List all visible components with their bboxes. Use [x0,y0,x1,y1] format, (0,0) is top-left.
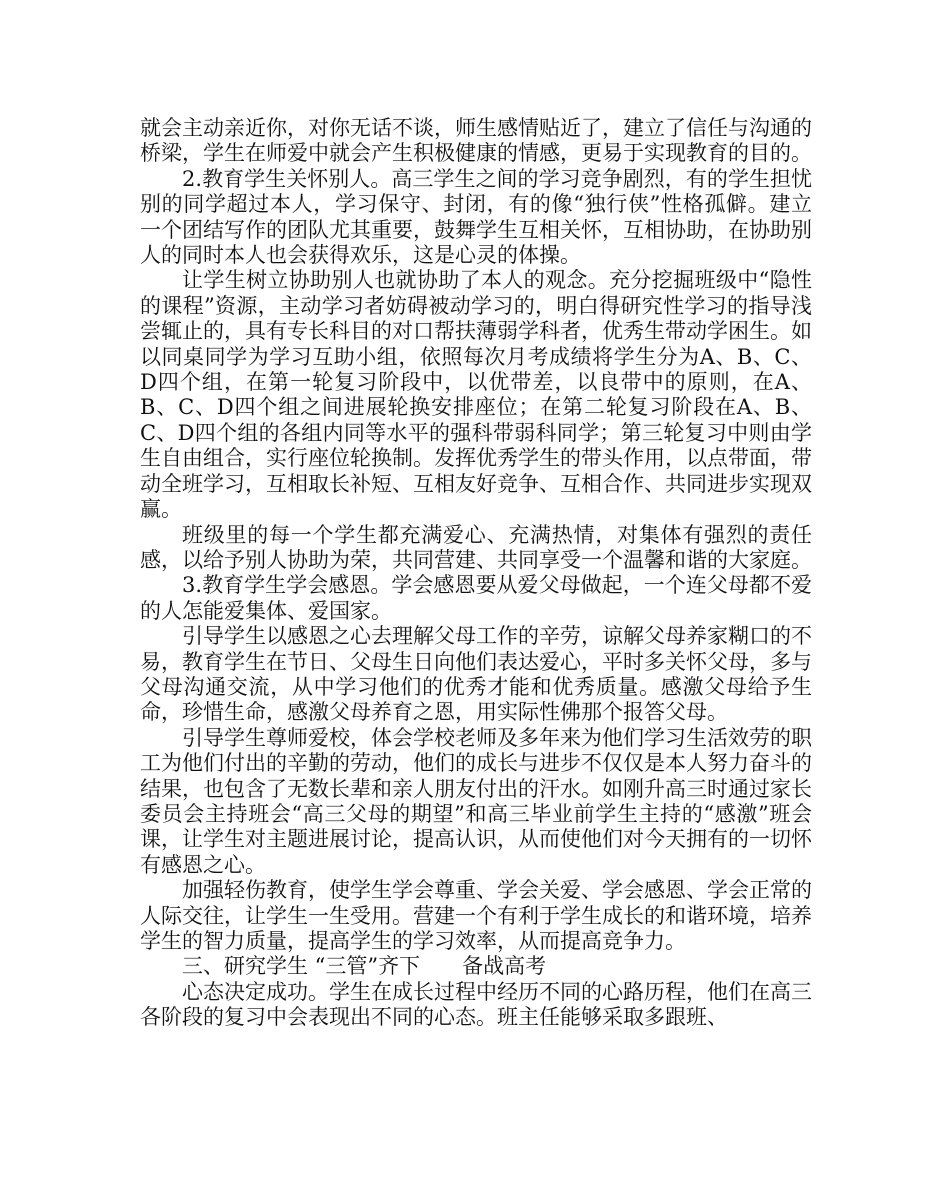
paragraph-gratitude: 3.教育学生学会感恩。学会感恩要从爱父母做起，一个连父母都不爱的人怎能爱集体、爱国家。 [140,573,812,623]
document-page [140,116,812,1031]
paragraph-caring-for-others: 2.教育学生关怀别人。高三学生之间的学习竞争剧烈，有的学生担忧别的同学超过本人，学习保守、封闭，有的像“独行侠”性格孤僻。建立一个团结写作的团队尤其重要，鼓舞学生互相关怀，互相协助，在协助别人的同时本人也会获得欢乐，这是心灵的体操。 [140,166,812,268]
paragraph-respect-teachers: 引导学生尊师爱校，体会学校老师及多年来为他们学习生活效劳的职工为他们付出的辛勤的劳动，他们的成长与进步不仅仅是本人努力奋斗的结果，也包含了无数长辈和亲人朋友付出的汗水。如刚升高三时通过家长委员会主持班会“高三父母的期望”和高三毕业前学生主持的“感激”班会课，让学生对主题进展讨论，提高认识，从而使他们对今天拥有的一切怀有感恩之心。 [140,725,812,877]
paragraph-class-family: 班级里的每一个学生都充满爱心、充满热情，对集体有强烈的责任感，以给予别人协助为荣，共同营建、共同享受一个温馨和谐的大家庭。 [140,522,812,572]
paragraph-mutual-help-groups: 让学生树立协助别人也就协助了本人的观念。充分挖掘班级中“隐性的课程”资源，主动学习者妨碍被动学习的，明白得研究性学习的指导浅尝辄止的，具有专长科目的对口帮扶薄弱学科者，优秀生带动学困生。如以同桌同学为学习互助小组，依照每次月考成绩将学生分为A、B、C、D四个组，在第一轮复习阶段中，以优带差，以良带中的原则，在A、B、C、D四个组之间进展轮换安排座位；在第二轮复习阶段在A、B、C、D四个组的各组内同等水平的强科带弱科同学；第三轮复习中则由学生自由组合，实行座位轮换制。发挥优秀学生的带头作用，以点带面，带动全班学习，互相取长补短、互相友好竞争、互相合作、共同进步实现双赢。 [140,268,812,522]
paragraph-gratitude-parents: 引导学生以感恩之心去理解父母工作的辛劳，谅解父母养家糊口的不易，教育学生在节日、父母生日向他们表达爱心，平时多关怀父母，多与父母沟通交流，从中学习他们的优秀才能和优秀质量。感激父母给予生命，珍惜生命，感激父母养育之恩，用实际性佛那个报答父母。 [140,624,812,725]
paragraph-mindset: 心态决定成功。学生在成长过程中经历不同的心路历程，他们在高三各阶段的复习中会表现出不同的心态。班主任能够采取多跟班、 [140,979,812,1030]
paragraph-teacher-student-bond: 就会主动亲近你，对你无话不谈，师生感情贴近了，建立了信任与沟通的桥梁，学生在师爱中就会产生积极健康的情感，更易于实现教育的目的。 [140,116,812,166]
paragraph-frustration-education: 加强轻伤教育，使学生学会尊重、学会关爱、学会感恩、学会正常的人际交往，让学生一生受用。营建一个有利于学生成长的和谐环境，培养学生的智力质量，提高学生的学习效率，从而提高竞争力。 [140,878,812,953]
section-heading: 三、研究学生 “三管”齐下 备战高考 [182,954,547,979]
